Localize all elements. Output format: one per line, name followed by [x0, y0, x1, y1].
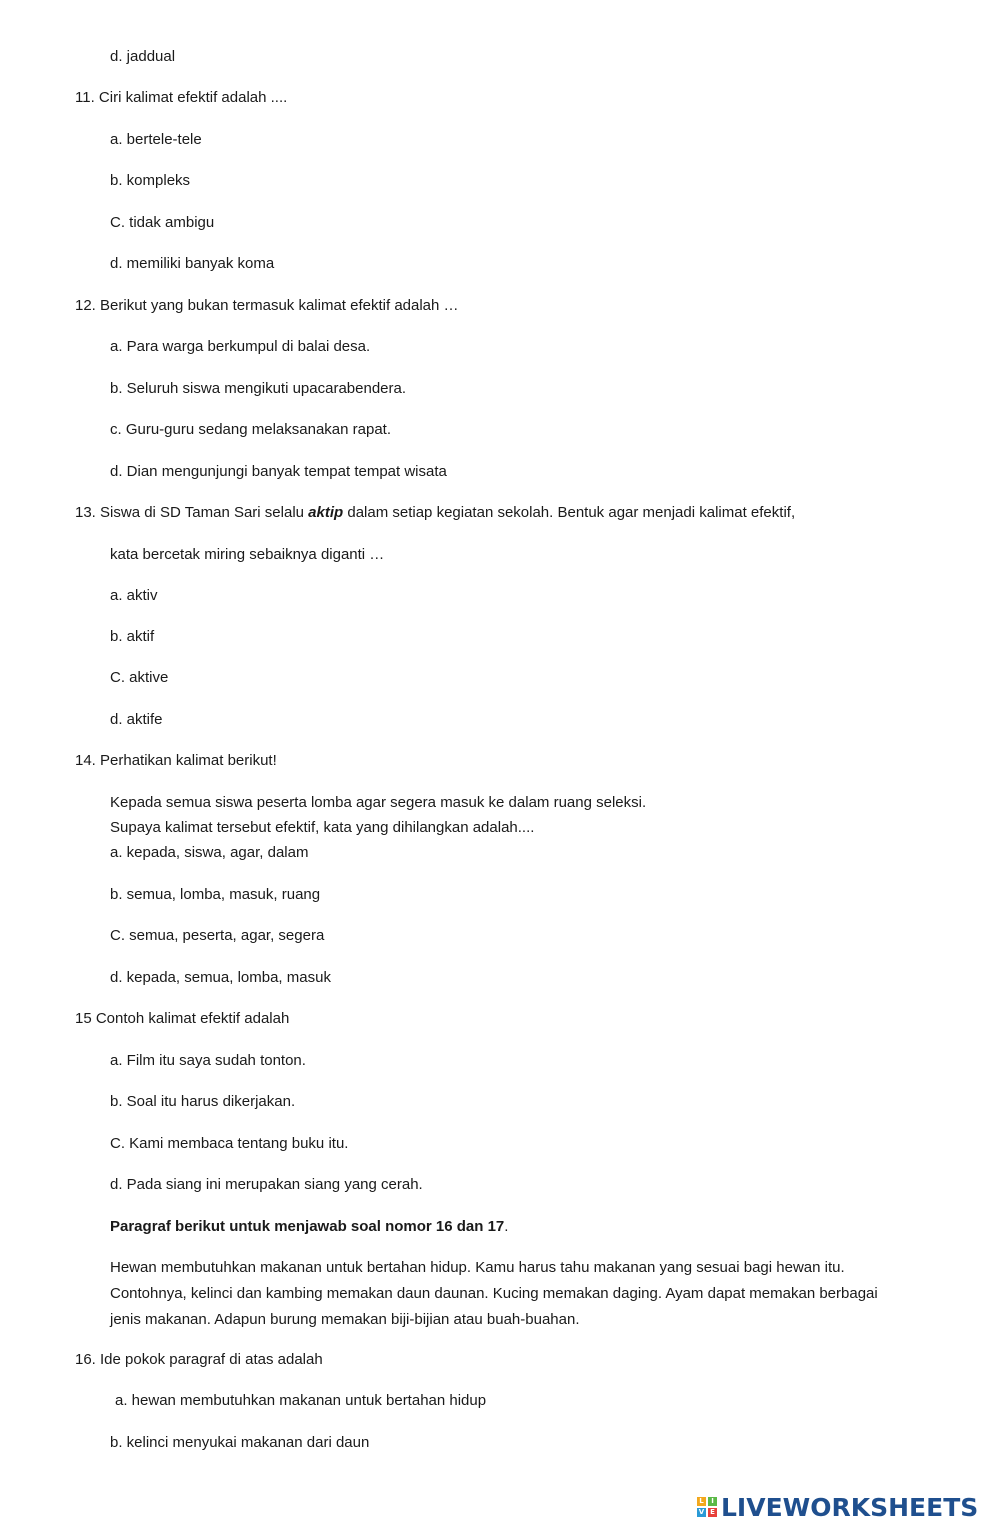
- question-14-sentence: Kepada semua siswa peserta lomba agar segera masuk ke dalam ruang seleksi.: [110, 794, 647, 811]
- option-12a: a. Para warga berkumpul di balai desa.: [110, 338, 371, 355]
- option-15a: a. Film itu saya sudah tonton.: [110, 1052, 306, 1069]
- option-11b: b. kompleks: [110, 172, 191, 189]
- paragraph-line-2: Contohnya, kelinci dan kambing memakan daun daunan. Kucing memakan daging. Ayam dapat memakan berbagai: [110, 1285, 878, 1302]
- option-16b: b. kelinci menyukai makanan dari daun: [110, 1434, 370, 1451]
- option-13c: C. aktive: [110, 669, 169, 686]
- option-15b: b. Soal itu harus dikerjakan.: [110, 1093, 296, 1110]
- option-13b: b. aktif: [110, 628, 155, 645]
- logo-letter-v: V: [698, 1508, 705, 1516]
- question-14: 14. Perhatikan kalimat berikut!: [75, 752, 277, 769]
- liveworksheets-logo-icon: [697, 1497, 717, 1517]
- option-10d: d. jaddual: [110, 48, 176, 65]
- option-11a: a. bertele-tele: [110, 131, 202, 148]
- question-13: [75, 503, 795, 523]
- option-13d: d. aktife: [110, 711, 163, 728]
- question-12: 12. Berikut yang bukan termasuk kalimat efektif adalah …: [75, 297, 459, 314]
- option-12b: b. Seluruh siswa mengikuti upacarabendera.: [110, 380, 407, 397]
- option-11c: C. tidak ambigu: [110, 214, 215, 231]
- question-11: 11. Ciri kalimat efektif adalah ....: [75, 89, 288, 106]
- question-16: 16. Ide pokok paragraf di atas adalah: [75, 1351, 323, 1368]
- reading-paragraph: [110, 1255, 960, 1333]
- option-11d: d. memiliki banyak koma: [110, 255, 275, 272]
- question-14-prompt: Supaya kalimat tersebut efektif, kata yang dihilangkan adalah....: [110, 819, 535, 836]
- question-15: 15 Contoh kalimat efektif adalah: [75, 1010, 290, 1027]
- option-14c: C. semua, peserta, agar, segera: [110, 927, 325, 944]
- logo-letter-l: L: [697, 1497, 706, 1506]
- option-16a: a. hewan membutuhkan makanan untuk bertahan hidup: [115, 1392, 487, 1409]
- option-15c: C. Kami membaca tentang buku itu.: [110, 1135, 349, 1152]
- paragraph-heading: [110, 1217, 508, 1237]
- question-13-italic-word: aktip: [308, 504, 344, 521]
- paragraph-line-3: jenis makanan. Adapun burung memakan biji-bijian atau buah-buahan.: [110, 1311, 580, 1328]
- option-13a: a. aktiv: [110, 587, 158, 604]
- liveworksheets-logo: [697, 1490, 997, 1524]
- paragraph-line-1: Hewan membutuhkan makanan untuk bertahan hidup. Kamu harus tahu makanan yang sesuai bagi hewan itu.: [110, 1259, 845, 1276]
- question-13-continuation: kata bercetak miring sebaiknya diganti …: [110, 546, 385, 563]
- option-14b: b. semua, lomba, masuk, ruang: [110, 886, 321, 903]
- logo-letter-e: E: [708, 1508, 717, 1517]
- option-12c: c. Guru-guru sedang melaksanakan rapat.: [110, 421, 391, 438]
- question-13-text-end: dalam setiap kegiatan sekolah. Bentuk agar menjadi kalimat efektif,: [343, 504, 796, 521]
- paragraph-heading-text: Paragraf berikut untuk menjawab soal nomor 16 dan 17: [110, 1218, 505, 1235]
- option-15d: d. Pada siang ini merupakan siang yang cerah.: [110, 1176, 423, 1193]
- option-12d: d. Dian mengunjungi banyak tempat tempat wisata: [110, 463, 447, 480]
- option-14d: d. kepada, semua, lomba, masuk: [110, 969, 331, 986]
- question-13-text-start: 13. Siswa di SD Taman Sari selalu: [75, 504, 309, 521]
- option-14a: a. kepada, siswa, agar, dalam: [110, 844, 309, 861]
- liveworksheets-logo-text: LIVEWORKSHEETS: [721, 1492, 979, 1522]
- paragraph-heading-period: .: [504, 1218, 509, 1235]
- logo-letter-i: I: [708, 1497, 717, 1506]
